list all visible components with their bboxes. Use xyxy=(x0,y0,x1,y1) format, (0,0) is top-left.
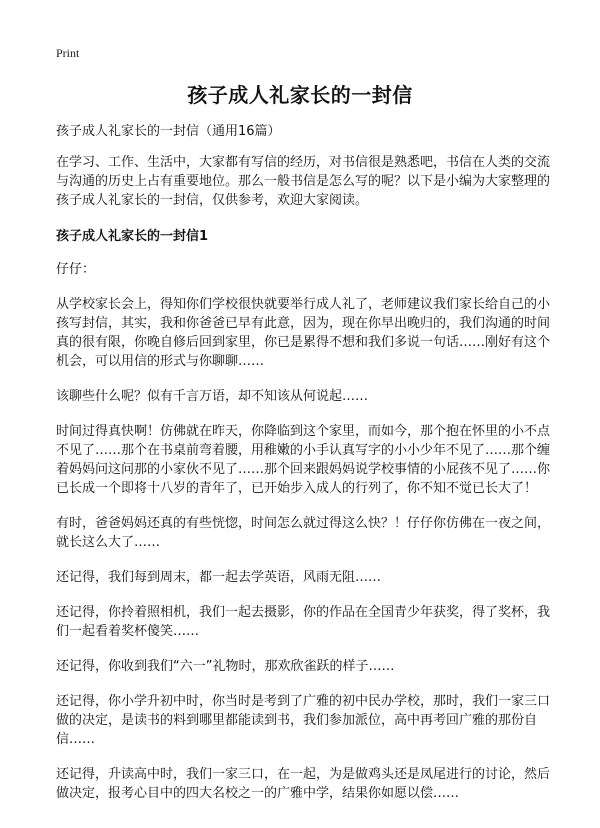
letter-paragraph: 还记得，你拎着照相机，我们一起去摄影，你的作品在全国青少年获奖，得了奖杯，我们一起看着奖杯傻笑…… xyxy=(56,605,551,639)
letter-paragraph: 还记得，我们每到周末，都一起去学英语，风雨无阻…… xyxy=(56,570,382,585)
intro-paragraph: 在学习、工作、生活中，大家都有写信的经历，对书信很是熟悉吧，书信在人类的交流与沟通的历史上占有重要地位。那么一般书信是怎么写的呢？以下是小编为大家整理的孩子成人礼家长的一封信，仅供参考，欢迎大家阅读。 xyxy=(56,155,551,208)
letter-paragraph: 从学校家长会上，得知你们学校很快就要举行成人礼了，老师建议我们家长给自己的小孩写封信，其实，我和你爸爸已早有此意，因为，现在你早出晚归的，我们沟通的时间真的很有限，你晚自修后回到家里，你已是累得不想和我们多说一句话……刚好有这个机会，可以用信的形式与你聊聊…… xyxy=(56,297,551,369)
section-heading: 孩子成人礼家长的一封信1 xyxy=(56,229,209,244)
letter-paragraph: 还记得，你小学升初中时，你当时是考到了广雅的初中民办学校，那时，我们一家三口做的决定，是读书的料到哪里都能读到书，我们参加派位，高中再考回广雅的那份自信…… xyxy=(56,694,551,747)
letter-paragraph: 时间过得真快啊！仿佛就在昨天，你降临到这个家里，而如今，那个抱在怀里的小不点不见了……那个在书桌前弯着腰，用稚嫩的小手认真写字的小小少年不见了……那个缠着妈妈问这问那的小家伙不见了……那个回来跟妈妈说学校事情的小屁孩不见了……你已长成一个即将十八岁的青年了，已开始步入成人的行列了，你不知不觉已长大了！ xyxy=(56,424,551,496)
document-subtitle: 孩子成人礼家长的一封信（通用16篇） xyxy=(56,124,281,139)
document-body xyxy=(56,122,552,819)
page-title: 孩子成人礼家长的一封信 xyxy=(187,83,413,107)
print-label[interactable]: Print xyxy=(56,46,80,60)
letter-salutation: 仔仔： xyxy=(56,262,96,277)
letter-paragraph: 有时，爸爸妈妈还真的有些恍惚，时间怎么就过得这么快？！仔仔你仿佛在一夜之间，就长这么大了…… xyxy=(56,516,551,550)
letter-paragraph: 该聊些什么呢？似有千言万语，却不知该从何说起…… xyxy=(56,389,369,404)
letter-paragraph: 还记得，你收到我们“六一”礼物时，那欢欣雀跃的样子…… xyxy=(56,659,395,674)
letter-paragraph: 还记得，升读高中时，我们一家三口，在一起，为是做鸡头还是凤尾进行的讨论，然后做决定，报考心目中的四大名校之一的广雅中学，结果你如愿以偿…… xyxy=(56,767,551,801)
